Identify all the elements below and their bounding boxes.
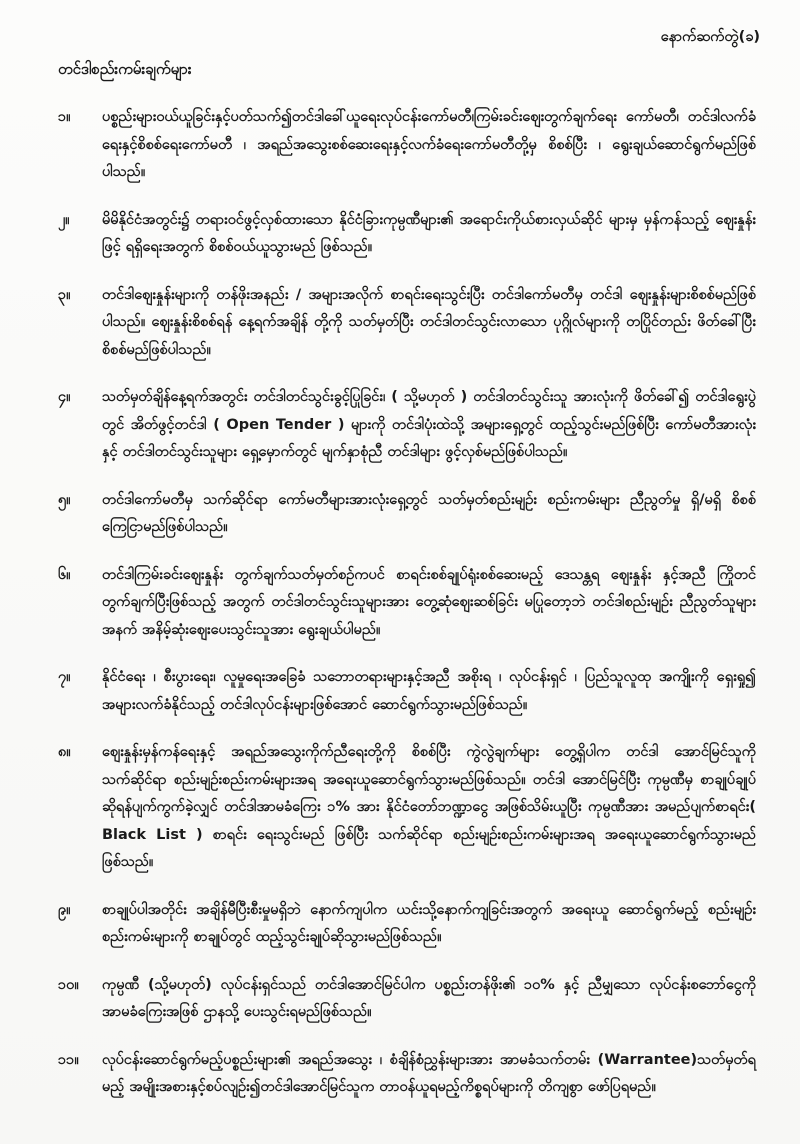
clause-text: လုပ်ငန်းဆောင်ရွက်မည့်ပစ္စည်းများ၏ အရည်အသွေး ၊ စံချိန်စံညွှန်းများအား အာမခံသက်တမ်း (Warrantee)သတ်မှတ်ရမည့် အမျိုးအစားနှင့်စပ်လျဉ်း၍တင်ဒါအောင်မြင်သူက တာဝန်ယူရမည့်ကိစ္စရပ်များကို တိကျစွာ ဖော်ပြရမည်။: [102, 1051, 756, 1095]
clause-text: ပစ္စည်းများဝယ်ယူခြင်းနှင့်ပတ်သက်၍တင်ဒါခေါ်ယူရေးလုပ်ငန်းကော်မတီ၊ကြမ်းခင်းဈေးတွက်ချက်ရေး ကော်မတီ၊ တင်ဒါလက်ခံရေးနှင့်စိစစ်ရေးကော်မတီ ၊ အရည်အသွေးစစ်ဆေးရေးနှင့်လက်ခံရေးကော်မတီတို့မှ စိစစ်ပြီး ၊ ရွေးချယ်ဆောင်ရွက်မည်ဖြစ်ပါသည်။: [102, 109, 756, 180]
clause-number: ၃။: [58, 286, 71, 303]
clause-4: [58, 384, 756, 467]
clause-number: ၁၁။: [58, 1051, 79, 1068]
clause-number: ၄။: [58, 389, 71, 405]
clause-number: ၉။: [58, 901, 71, 918]
clause-number: ၇။: [58, 669, 71, 685]
annex-label: နောက်ဆက်တွဲ(ခ): [660, 29, 760, 45]
clause-number: ၈။: [58, 744, 71, 760]
clause-6: [58, 562, 756, 645]
clause-text: ကုမ္ပဏီ (သို့မဟုတ်) လုပ်ငန်းရှင်သည် တင်ဒါအောင်မြင်ပါက ပစ္စည်းတန်ဖိုး၏ ၁၀% နှင့် ညီမျှသော လုပ်ငန်းစဘော်ငွေကို အာမခံကြေးအဖြစ် ဌာနသို့ ပေးသွင်းရမည်ဖြစ်သည်။: [102, 976, 756, 1020]
clause-text: သတ်မှတ်ချိန်နေ့ရက်အတွင်း တင်ဒါတင်သွင်းခွင့်ပြုခြင်း၊ ( သို့မဟုတ် ) တင်ဒါတင်သွင်းသူ အားလုံးကို ဖိတ်ခေါ်၍ တင်ဒါရွေးပွဲတွင် အိတ်ဖွင့်တင်ဒါ ( Open Tender ) များကို တင်ဒါပုံးထဲသို့ အများရှေ့တွင် ထည့်သွင်းမည်ဖြစ်ပြီး ကော်မတီအားလုံးနှင့် တင်ဒါတင်သွင်းသူများ ရှေ့မှောက်တွင် မျက်နှာစုံညီ တင်ဒါများ ဖွင့်လှစ်မည်ဖြစ်ပါသည်။: [102, 389, 756, 460]
clause-number: ၂။: [58, 211, 70, 228]
clause-8: [58, 739, 756, 877]
clause-text: တင်ဒါကော်မတီမှ သက်ဆိုင်ရာ ကော်မတီများအားလုံးရှေ့တွင် သတ်မှတ်စည်းမျဉ်း စည်းကမ်းများ ညီညွတ်မှု ရှိ/မရှိ စိစစ်ကြေငြာမည်ဖြစ်ပါသည်။: [102, 491, 756, 535]
clause-11: [58, 1047, 756, 1102]
clause-9: [58, 897, 756, 952]
clause-text: ဈေးနှုန်းမှန်ကန်ရေးနှင့် အရည်အသွေးကိုက်ညီရေးတို့ကို စိစစ်ပြီး ကွဲလွဲချက်များ တွေ့ရှိပါက တင်ဒါ အောင်မြင်သူကို သက်ဆိုင်ရာ စည်းမျဉ်းစည်းကမ်းများအရ အရေးယူဆောင်ရွက်သွားမည်ဖြစ်သည်။ တင်ဒါ အောင်မြင်ပြီး ကုမ္ပဏီမှ စာချုပ်ချုပ်ဆိုရန်ပျက်ကွက်ခဲ့လျှင် တင်ဒါအာမခံကြေး ၁% အား နိုင်ငံတော်ဘဏ္ဍာငွေ အဖြစ်သိမ်းယူပြီး ကုမ္ပဏီအား အမည်ပျက်စာရင်း( Black List ) စာရင်း ရေးသွင်းမည် ဖြစ်ပြီး သက်ဆိုင်ရာ စည်းမျဉ်းစည်းကမ်းများအရ အရေးယူဆောင်ရွက်သွားမည် ဖြစ်သည်။: [102, 744, 756, 870]
clause-2: [58, 207, 756, 262]
clause-number: ၆။: [58, 566, 71, 583]
document-title: တင်ဒါစည်းကမ်းချက်များ: [58, 60, 192, 78]
clause-3: [58, 282, 756, 365]
clause-text: တင်ဒါဈေးနှုန်းများကို တန်ဖိုးအနည်း / အများအလိုက် စာရင်းရေးသွင်းပြီး တင်ဒါကော်မတီမှ တင်ဒါ ဈေးနှုန်းများစိစစ်မည်ဖြစ်ပါသည်။ ဈေးနှုန်းစိစစ်ရန် နေ့ရက်အချိန် တို့ကို သတ်မှတ်ပြီး တင်ဒါတင်သွင်းလာသော ပုဂ္ဂိုလ်များကို တပြိုင်တည်း ဖိတ်ခေါ်ပြီးစိစစ်မည်ဖြစ်ပါသည်။: [102, 286, 756, 358]
clause-number: ၁၀။: [58, 976, 79, 993]
clause-number: ၁။: [58, 109, 71, 125]
clause-1: [58, 104, 756, 187]
clause-number: ၅။: [58, 491, 71, 508]
clause-text: နိုင်ငံရေး ၊ စီးပွားရေး၊ လူမှုရေးအခြေခံ သဘောတရားများနှင့်အညီ အစိုးရ ၊ လုပ်ငန်းရှင် ၊ ပြည်သူလူထု အကျိုးကို ရှေးရှု၍ အများလက်ခံနိုင်သည့် တင်ဒါလုပ်ငန်းများဖြစ်အောင် ဆောင်ရွက်သွားမည်ဖြစ်သည်။: [102, 669, 756, 713]
clause-text: တင်ဒါကြမ်းခင်းဈေးနှုန်း တွက်ချက်သတ်မှတ်စဉ်ကပင် စာရင်းစစ်ချုပ်ရုံးစစ်ဆေးမည့် ဒေသန္တရ ဈေးနှုန်း နှင့်အညီ ကြိုတင်တွက်ချက်ပြီးဖြစ်သည့် အတွက် တင်ဒါတင်သွင်းသူများအား တွေ့ဆုံဈေးဆစ်ခြင်း မပြုတော့ဘဲ တင်ဒါစည်းမျဉ်း ညီညွတ်သူများအနက် အနိမ့်ဆုံးဈေးပေးသွင်းသူအား ရွေးချယ်ပါမည်။: [102, 566, 756, 638]
clause-7: [58, 664, 756, 719]
clause-10: [58, 972, 756, 1027]
clause-5: [58, 487, 756, 542]
clause-text: မိမိနိုင်ငံအတွင်း၌ တရားဝင်ဖွင့်လှစ်ထားသော နိုင်ငံခြားကုမ္ပဏီများ၏ အရောင်းကိုယ်စားလှယ်ဆိုင် များမှ မှန်ကန်သည့် ဈေးနှုန်းဖြင့် ရရှိရေးအတွက် စိစစ်ဝယ်ယူသွားမည် ဖြစ်သည်။: [102, 211, 756, 255]
clause-text: စာချုပ်ပါအတိုင်း အချိန်မီပြီးစီးမှုမရှိဘဲ နောက်ကျပါက ယင်းသို့နောက်ကျခြင်းအတွက် အရေးယူ ဆောင်ရွက်မည့် စည်းမျဉ်းစည်းကမ်းများကို စာချုပ်တွင် ထည့်သွင်းချုပ်ဆိုသွားမည်ဖြစ်သည်။: [102, 901, 756, 945]
